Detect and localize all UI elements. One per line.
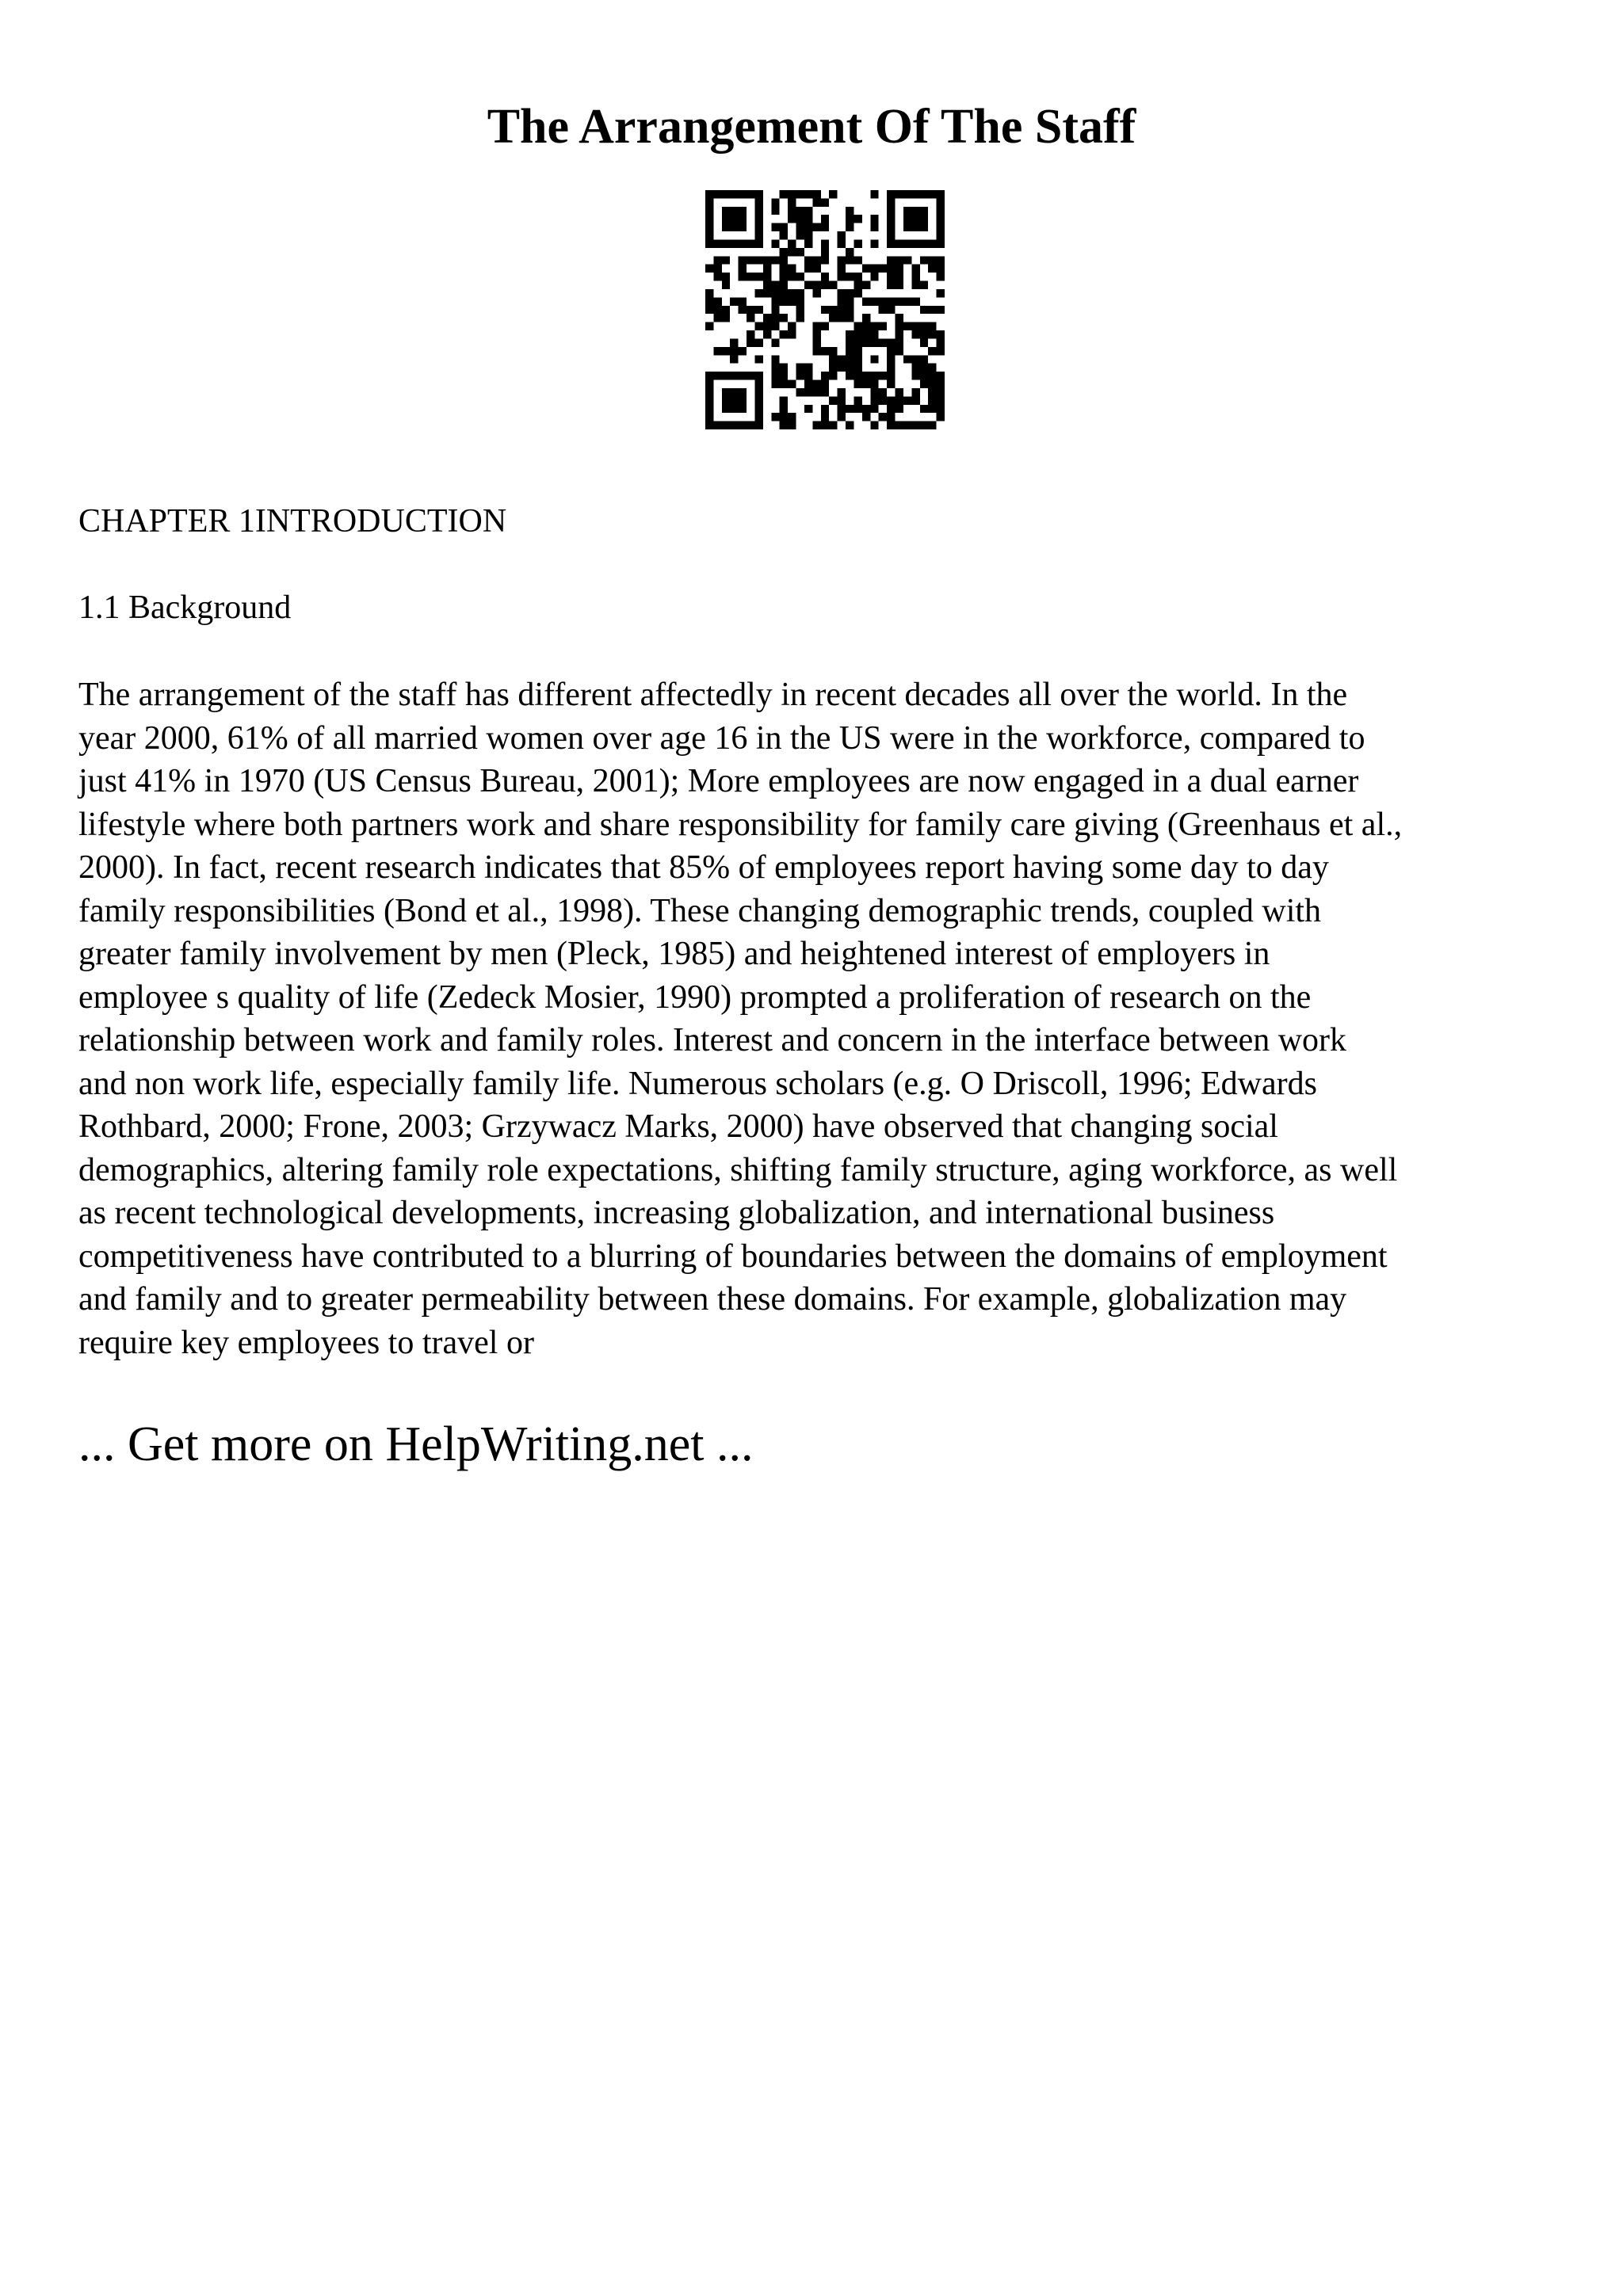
body-line: 2000). In fact, recent research indicates that 85% of employees report having some day to day bbox=[78, 849, 1329, 886]
document-title: The Arrangement Of The Staff bbox=[487, 100, 1136, 154]
body-line: The arrangement of the staff has different affectedly in recent decades all over the world. In the bbox=[78, 677, 1348, 713]
body-line: greater family involvement by men (Pleck, 1985) and heightened interest of employers in bbox=[78, 936, 1270, 972]
chapter-heading: CHAPTER 1INTRODUCTION bbox=[78, 503, 507, 540]
body-line: lifestyle where both partners work and share responsibility for family care giving (Greenhaus et al., bbox=[78, 806, 1403, 843]
section-heading: 1.1 Background bbox=[78, 589, 292, 626]
body-line: as recent technological developments, increasing globalization, and international business bbox=[78, 1195, 1275, 1231]
get-more-link[interactable]: ... Get more on HelpWriting.net ... bbox=[78, 1417, 754, 1471]
body-line: family responsibilities (Bond et al., 1998). These changing demographic trends, coupled with bbox=[78, 892, 1322, 929]
body-line: require key employees to travel or bbox=[78, 1324, 534, 1361]
body-line: relationship between work and family roles. Interest and concern in the interface between work bbox=[78, 1022, 1347, 1058]
body-line: competitiveness have contributed to a blurring of boundaries between the domains of employment bbox=[78, 1238, 1388, 1275]
body-line: employee s quality of life (Zedeck Mosier, 1990) prompted a proliferation of research on the bbox=[78, 978, 1312, 1016]
body-paragraph bbox=[78, 673, 1560, 1364]
body-line: Rothbard, 2000; Frone, 2003; Grzywacz Marks, 2000) have observed that changing social bbox=[78, 1108, 1278, 1145]
body-line: year 2000, 61% of all married women over age 16 in the US were in the workforce, compared to bbox=[78, 719, 1365, 757]
body-line: and non work life, especially family life. Numerous scholars (e.g. O Driscoll, 1996; Edwards bbox=[78, 1065, 1317, 1102]
body-line: demographics, altering family role expectations, shifting family structure, aging workforce, as well bbox=[78, 1151, 1398, 1188]
qr-code-icon bbox=[705, 190, 945, 429]
body-line: and family and to greater permeability between these domains. For example, globalization may bbox=[78, 1281, 1347, 1318]
body-line: just 41% in 1970 (US Census Bureau, 2001); More employees are now engaged in a dual earner bbox=[78, 763, 1359, 799]
